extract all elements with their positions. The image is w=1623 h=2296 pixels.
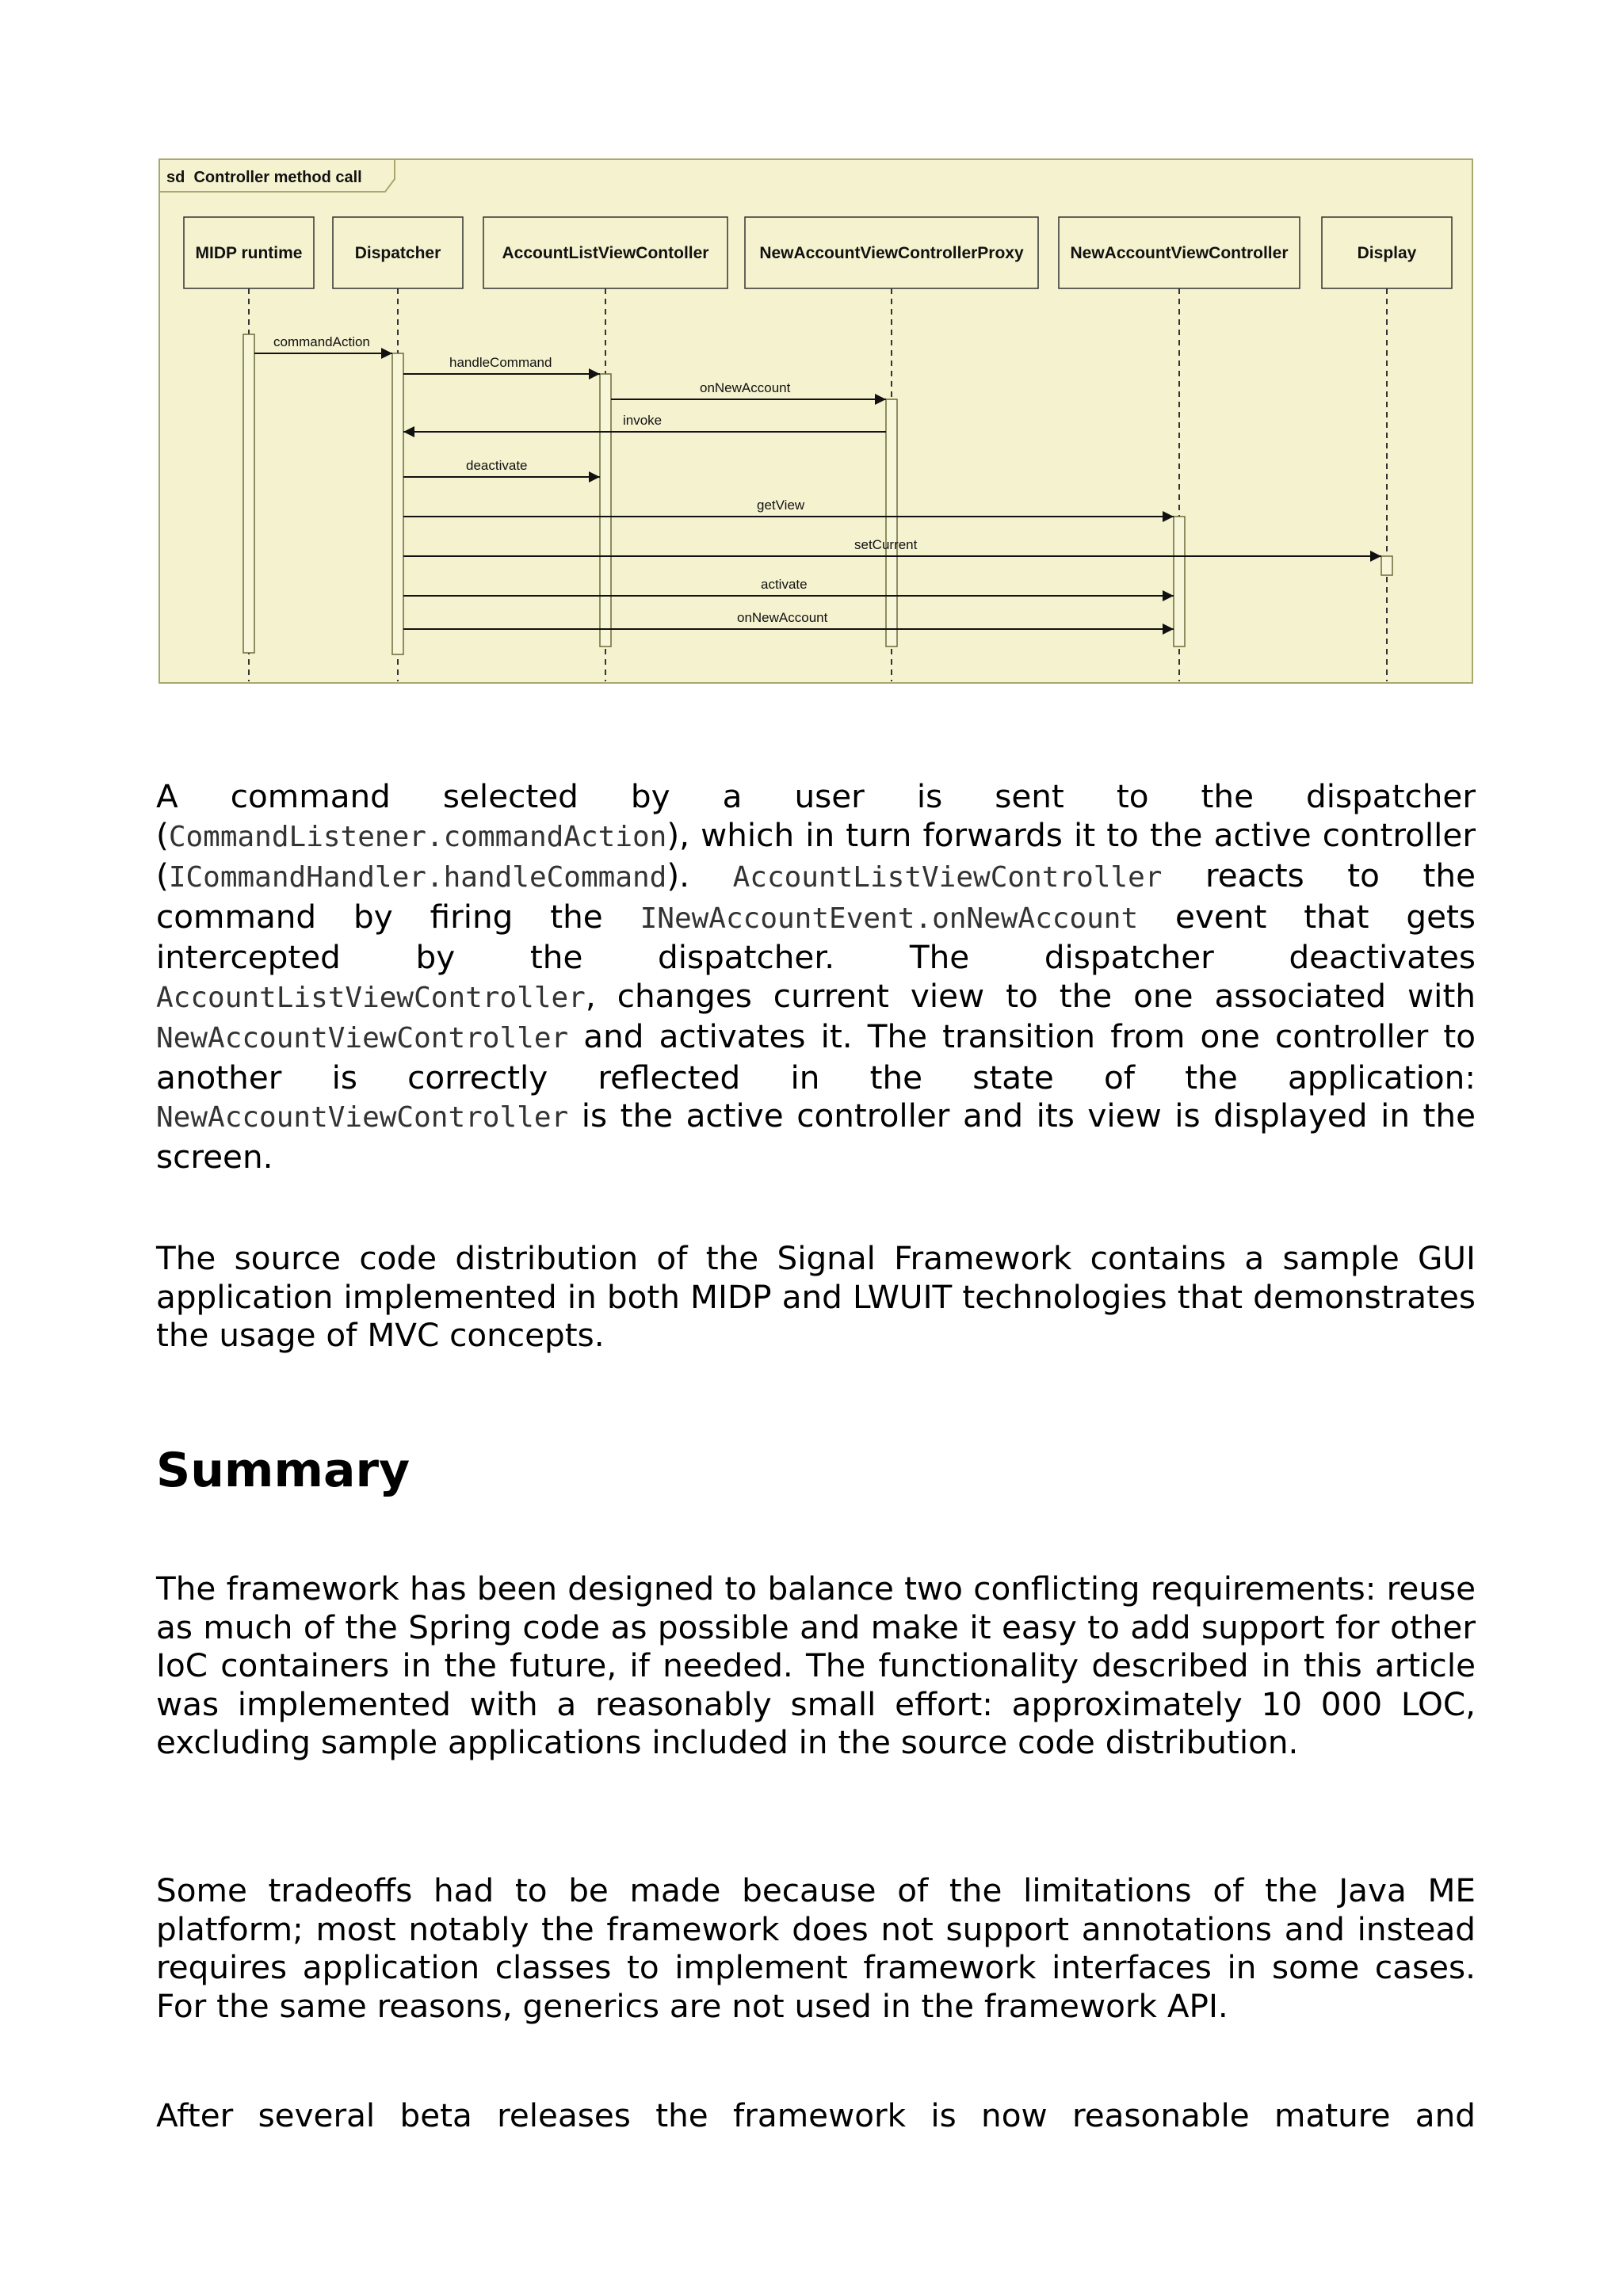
activation-bar-accountlistviewcontoller — [600, 374, 611, 646]
text-run: , changes current view to the one associated with — [585, 976, 1476, 1015]
message-label: invoke — [623, 413, 663, 428]
lifeline-label: NewAccountViewController — [1070, 244, 1289, 262]
code-command-handler: ICommandHandler.handleCommand — [168, 861, 667, 894]
message-label: setCurrent — [854, 537, 918, 552]
lifeline-label: AccountListViewContoller — [502, 244, 709, 262]
message-label: deactivate — [466, 458, 528, 473]
paragraph-5: After several beta releases the framework is now reasonable mature and — [156, 2096, 1476, 2134]
paragraph-1 — [156, 777, 1476, 1176]
message-label: handleCommand — [449, 355, 552, 370]
paragraph-dispatcher-flow — [156, 777, 1476, 1176]
code-account-list-controller: AccountListViewController — [732, 861, 1163, 894]
code-new-account-event: INewAccountEvent.onNewAccount — [640, 902, 1139, 935]
summary-section — [156, 1442, 1476, 1499]
text-run: event that gets intercepted by the dispatcher. The dispatcher deactivates — [156, 897, 1476, 976]
activation-bar-midp-runtime — [243, 334, 254, 653]
text-run: is the active controller and its view is displayed in the screen. — [156, 1097, 1476, 1176]
paragraph-tradeoffs — [156, 1871, 1476, 2025]
sequence-diagram — [158, 158, 1474, 685]
code-command-listener: CommandListener.commandAction — [168, 820, 667, 853]
paragraph-requirements — [156, 1569, 1476, 1762]
frame-label: sd Controller method call — [166, 169, 362, 186]
message-label: commandAction — [273, 334, 370, 349]
paragraph-sample-app — [156, 1239, 1476, 1355]
text-run: ). — [666, 856, 733, 894]
code-new-account-controller: NewAccountViewController — [156, 1101, 569, 1134]
paragraph-4: Some tradeoffs had to be made because of the limitations of the Java ME platform; most notably the framework does not support annotations and instead requires application classes to implement framework interfaces in some cases. For the same reasons, generics are not used in the framework API. — [156, 1871, 1476, 2025]
text-run: ), which in turn forwards it to the active controller ( — [156, 815, 1476, 894]
code-account-list-controller: AccountListViewController — [156, 981, 586, 1014]
code-new-account-controller: NewAccountViewController — [156, 1022, 569, 1055]
summary-heading: Summary — [156, 1443, 411, 1498]
lifeline-label: Dispatcher — [354, 244, 441, 262]
text-run: and activates it. The transition from one controller to another is correctly reflected in the state of the application: — [156, 1017, 1476, 1097]
paragraph-maturity — [156, 2096, 1476, 2135]
text-run: reacts to the command by firing the — [156, 856, 1476, 936]
paragraph-2: The source code distribution of the Signal Framework contains a sample GUI application implemented in both MIDP and LWUIT technologies that demonstrates the usage of MVC concepts. — [156, 1239, 1476, 1354]
activation-bar-display — [1381, 556, 1392, 575]
text-run: A command selected by a user is sent to the dispatcher ( — [156, 777, 1476, 854]
lifeline-label: MIDP runtime — [195, 244, 303, 262]
message-label: onNewAccount — [737, 610, 828, 625]
message-label: activate — [761, 577, 808, 592]
lifeline-label: NewAccountViewControllerProxy — [759, 244, 1024, 262]
activation-bar-newaccountviewcontroller — [1174, 517, 1185, 646]
activation-bar-proxy — [886, 399, 897, 646]
message-label: getView — [757, 498, 805, 513]
paragraph-3: The framework has been designed to balance two conflicting requirements: reuse as much of the Spring code as possible and make it easy to add support for other IoC containers in the future, if needed. The functionality described in this article was implemented with a reasonably small effort: approximately 10 000 LOC, excluding sample applications included in the source code distribution. — [156, 1569, 1476, 1761]
activation-bar-dispatcher — [392, 353, 403, 654]
message-label: onNewAccount — [700, 380, 791, 395]
lifeline-label: Display — [1357, 244, 1417, 262]
